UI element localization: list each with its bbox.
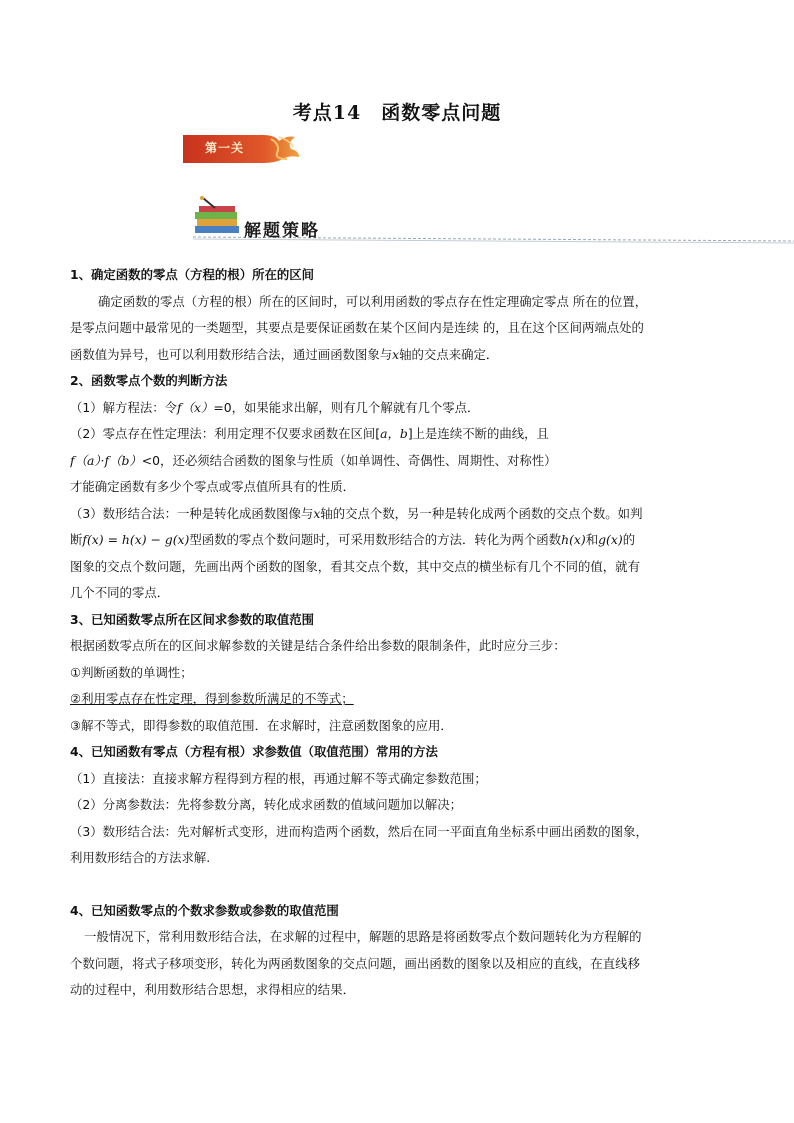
banner-label: 第一关 — [205, 141, 245, 155]
section-heading: 4、已知函数有零点（方程有根）求参数值（取值范围）常用的方法 — [70, 744, 438, 759]
paragraph-line: （1）直接法：直接求解方程得到方程的根，再通过解不等式确定参数范围； — [70, 770, 487, 786]
paragraph-line: 函数值为异号，也可以利用数形结合法，通过画函数图象与x轴的交点来确定． — [70, 346, 499, 362]
paragraph-line: （3）数形结合法：一种是转化成函数图像与x轴的交点个数，另一种是转化成两个函数的交点个数。如判 — [70, 505, 643, 521]
step-item: ②利用零点存在性定理，得到参数所满足的不等式； — [70, 691, 354, 706]
strategy-title: 解题策略 — [244, 221, 320, 241]
paragraph-line: 图象的交点个数问题，先画出两个函数的图象，看其交点个数，其中交点的横坐标有几个不同的值，就有 — [70, 558, 640, 574]
paragraph-line: 是零点问题中最常见的一类题型，其要点是要保证函数在某个区间内是连续 的，且在这个区间两端点处的 — [70, 320, 644, 335]
page-title: 考点14 函数零点问题 — [292, 102, 502, 124]
paragraph-line: 利用数形结合的方法求解. — [70, 850, 211, 865]
paragraph-line: （2）零点存在性定理法：利用定理不仅要求函数在区间[a，b]上是连续不断的曲线，且 — [70, 426, 549, 441]
paragraph-line: 根据函数零点所在的区间求解参数的关键是结合条件给出参数的限制条件，此时应分三步： — [70, 638, 566, 653]
paragraph-line: （2）分离参数法：先将参数分离，转化成求函数的值域问题加以解决； — [70, 797, 462, 812]
paragraph-line: 确定函数的零点（方程的根）所在的区间时，可以利用函数的零点存在性定理确定零点 所在的位置， — [98, 293, 648, 309]
paragraph-line: 一般情况下，常利用数形结合法，在求解的过程中，解题的思路是将函数零点个数问题转化为方程解的 — [84, 929, 642, 944]
books-icon — [195, 196, 239, 233]
section-heading: 3、已知函数零点所在区间求参数的取值范围 — [70, 611, 315, 627]
paragraph-line: 才能确定函数有多少个零点或零点值所具有的性质． — [70, 479, 355, 494]
paragraph-line: 断f(x) = h(x) − g(x)型函数的零点个数问题时，可采用数形结合的方法．转化为两个函数h(x)和g(x)的 — [70, 532, 636, 547]
section-heading: 2、函数零点个数的判断方法 — [70, 373, 228, 388]
paragraph-line: 动的过程中，利用数形结合思想，求得相应的结果． — [70, 982, 355, 997]
step-item: ①判断函数的单调性； — [70, 664, 193, 680]
section-heading: 1、确定函数的零点（方程的根）所在的区间 — [70, 267, 315, 282]
document-body — [70, 262, 735, 1004]
paragraph-line: （3）数形结合法：先对解析式变形，进而构造两个函数，然后在同一平面直角坐标系中画出函数的图象， — [70, 823, 648, 839]
section-heading: 4、已知函数零点的个数求参数或参数的取值范围 — [70, 902, 339, 918]
paragraph-line: f（a）·f（b）<0，还必须结合函数的图象与性质（如单调性、奇偶性、周期性、对称性） — [70, 452, 557, 468]
step-item: ③解不等式，即得参数的取值范围．在求解时，注意函数图象的应用． — [70, 717, 453, 733]
paragraph-line: 几个不同的零点． — [70, 585, 170, 600]
paragraph-line: 个数问题，将式子移项变形，转化为两函数图象的交点问题，画出函数的图象以及相应的直线，在直线移 — [70, 955, 640, 971]
paragraph-line: （1）解方程法：令f（x）=0，如果能求出解，则有几个解就有几个零点． — [70, 399, 480, 415]
